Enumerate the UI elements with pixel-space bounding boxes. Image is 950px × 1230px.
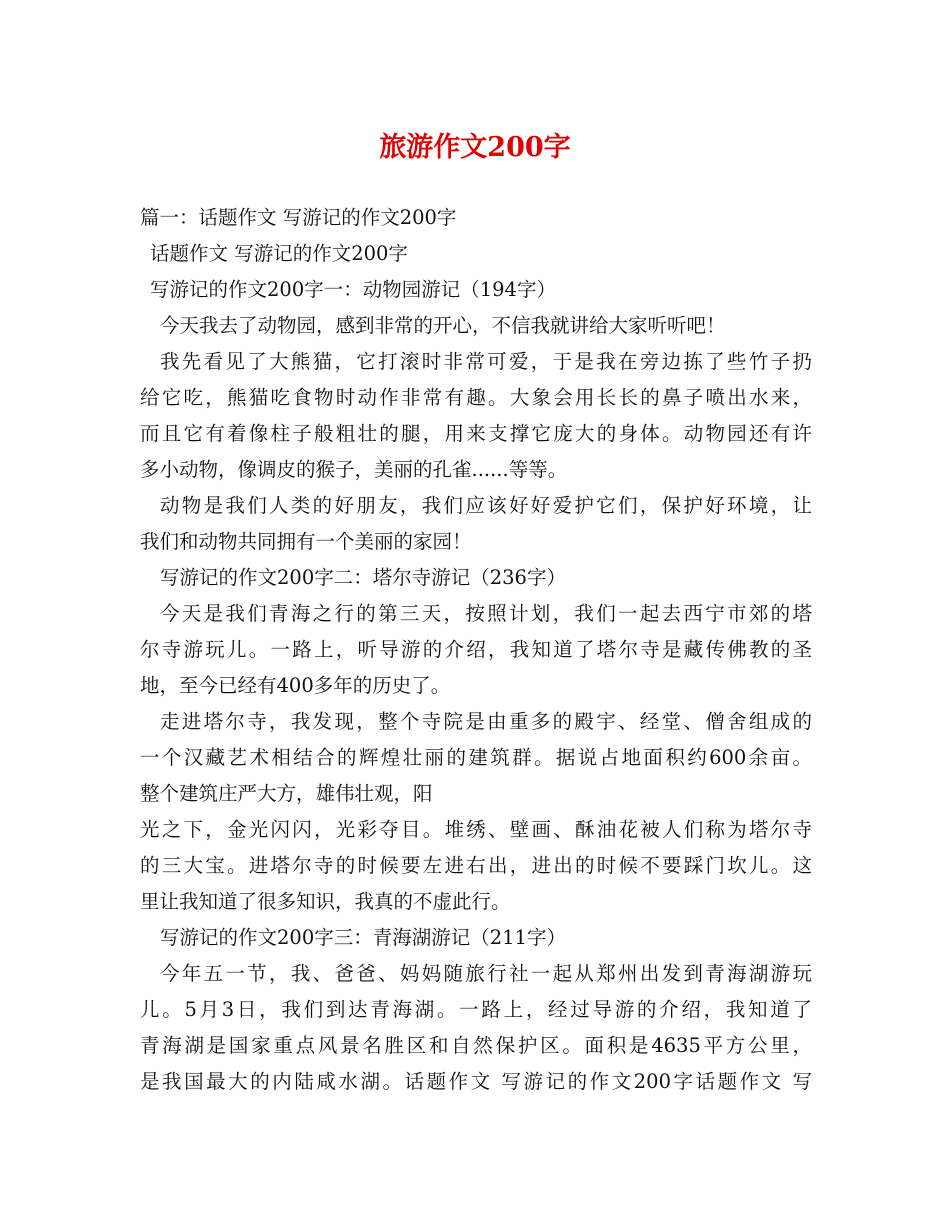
paragraph-line: 是我国最大的内陆咸水湖。话题作文 写游记的作文200字话题作文 写 [140,1070,812,1093]
paragraph-line: 我们和动物共同拥有一个美丽的家园！ [140,530,472,553]
document-body [140,200,812,1100]
paragraph-line: 走进塔尔寺，我发现，整个寺院是由重多的殿宇、经堂、僧舍组成的 [160,710,812,733]
subheading: 话题作文 写游记的作文200字 [150,242,408,265]
paragraph-line: 地，至今已经有400多年的历史了。 [140,674,451,697]
paragraph-line: 给它吃，熊猫吃食物时动作非常有趣。大象会用长长的鼻子喷出水来， [140,386,812,409]
section-heading: 篇一：话题作文 写游记的作文200字 [140,206,457,229]
paragraph-line: 今天是我们青海之行的第三天，按照计划，我们一起去西宁市郊的塔 [160,602,812,625]
paragraph-line: 尔寺游玩儿。一路上，听导游的介绍，我知道了塔尔寺是藏传佛教的圣 [140,638,812,661]
paragraph-line: 整个建筑庄严大方，雄伟壮观，阳 [140,782,433,805]
paragraph-line: 多小动物，像调皮的猴子，美丽的孔雀......等等。 [140,458,568,481]
paragraph-line: 光之下，金光闪闪，光彩夺目。堆绣、壁画、酥油花被人们称为塔尔寺 [140,818,812,841]
essay-heading: 写游记的作文200字三：青海湖游记（211字） [160,926,566,949]
essay-heading: 写游记的作文200字二：塔尔寺游记（236字） [160,566,566,589]
paragraph-line: 动物是我们人类的好朋友，我们应该好好爱护它们，保护好环境，让 [160,494,812,517]
paragraph-line: 儿。5月3日，我们到达青海湖。一路上，经过导游的介绍，我知道了 [140,998,812,1021]
paragraph-line: 今天我去了动物园，感到非常的开心，不信我就讲给大家听听吧！ [160,314,726,337]
paragraph-line: 的三大宝。进塔尔寺的时候要左进右出，进出的时候不要踩门坎儿。这 [140,854,812,877]
paragraph-line: 今年五一节，我、爸爸、妈妈随旅行社一起从郑州出发到青海湖游玩 [160,962,812,985]
paragraph-line: 青海湖是国家重点风景名胜区和自然保护区。面积是4635平方公里， [140,1034,812,1057]
paragraph-line: 一个汉藏艺术相结合的辉煌壮丽的建筑群。据说占地面积约600余亩。 [140,746,812,769]
paragraph-line: 里让我知道了很多知识，我真的不虚此行。 [140,890,511,913]
document-title: 旅游作文200字 [379,132,571,163]
paragraph-line: 而且它有着像柱子般粗壮的腿，用来支撑它庞大的身体。动物园还有许 [140,422,812,445]
essay-heading: 写游记的作文200字一：动物园游记（194字） [150,278,556,301]
paragraph-line: 我先看见了大熊猫，它打滚时非常可爱，于是我在旁边拣了些竹子扔 [160,350,812,373]
